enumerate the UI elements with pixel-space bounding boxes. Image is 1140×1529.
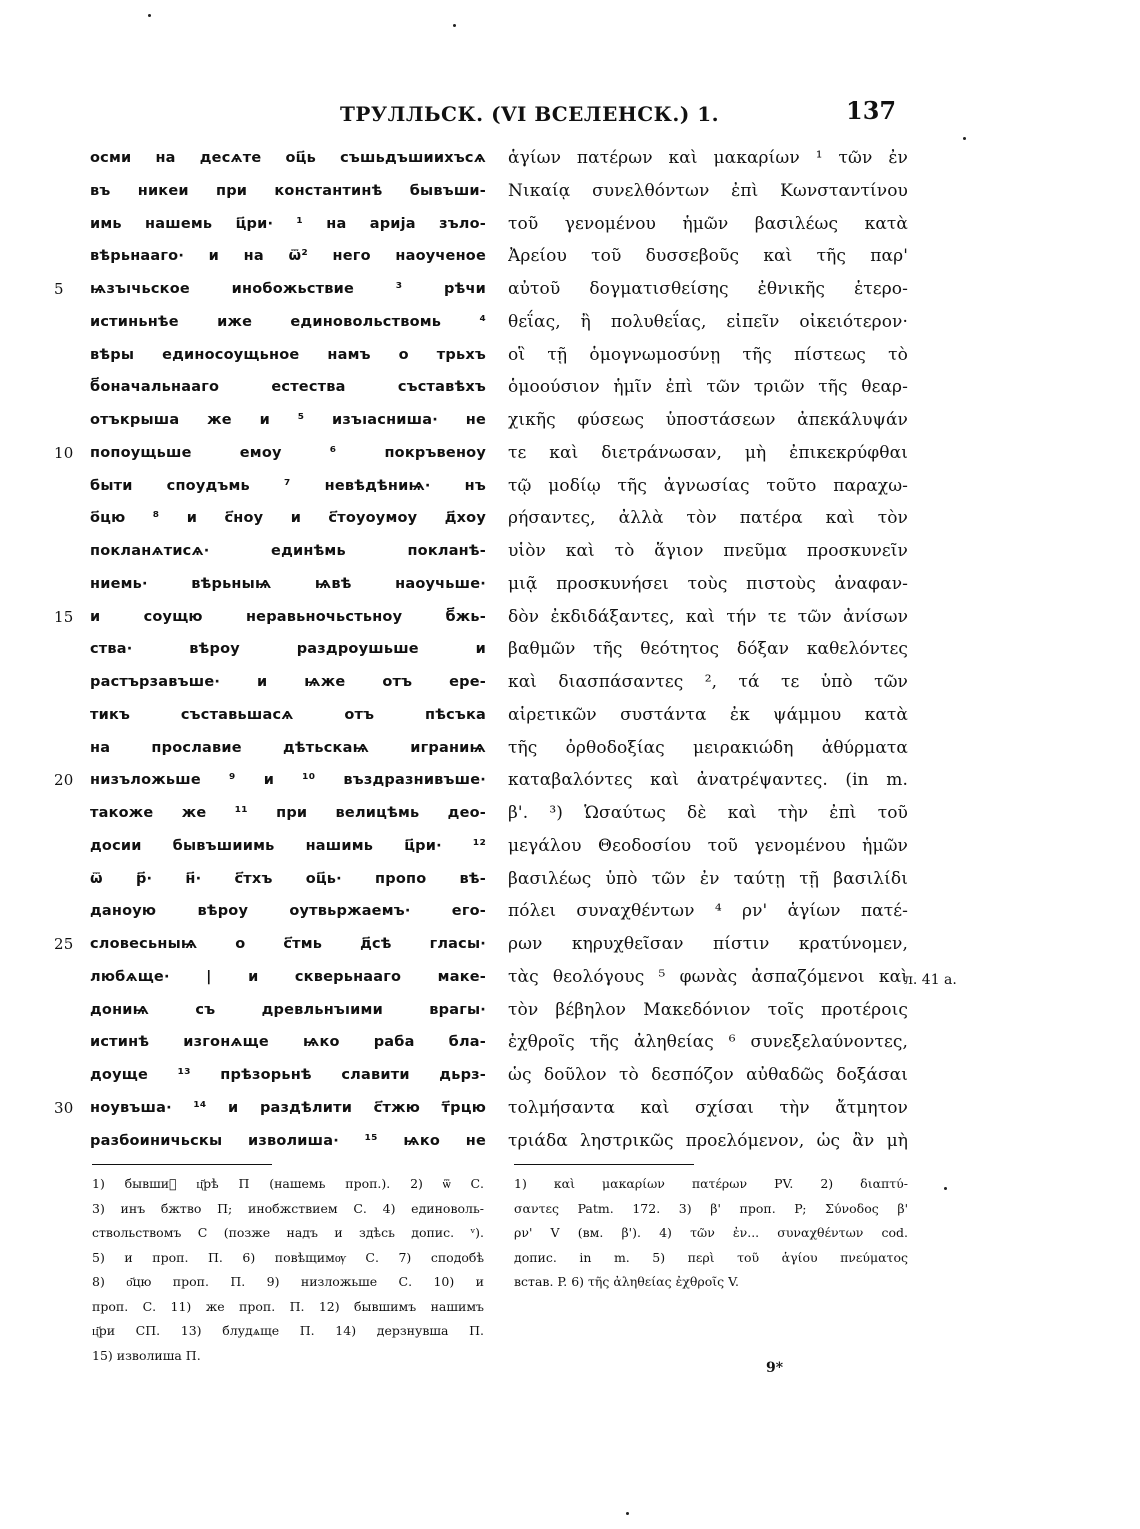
slavonic-line (54, 568, 486, 601)
greek-line-text: βαθμῶν τῆς θεότητος δόξαν καθελόντες (508, 639, 908, 660)
slavonic-line-text: словесьныѩ о с҃тмь д҃сѣ гласы· (90, 936, 486, 952)
greek-line-text: πόλει συναχθέντων ⁴ ρν' ἁγίων πατέ- (508, 901, 908, 922)
line-number: 20 (54, 771, 74, 790)
greek-line (508, 273, 908, 306)
line-number: 15 (54, 607, 74, 626)
greek-text-column (508, 142, 908, 1157)
footnote-line: 5) и проп. П. 6) повѣщимѹ С. 7) сподобѣ (92, 1249, 484, 1265)
slavonic-line (54, 633, 486, 666)
greek-line (508, 601, 908, 634)
slavonic-line (54, 502, 486, 535)
slavonic-line-text: разбоиничьскы изволиша· ¹⁵ ѩко не (90, 1132, 486, 1149)
slavonic-line (54, 470, 486, 503)
greek-line (508, 764, 908, 797)
slavonic-line-text: дониѩ съ древльнъıими врагы· (90, 1001, 486, 1018)
greek-line (508, 535, 908, 568)
slavonic-line (54, 699, 486, 732)
footnote-line: ствольствомъ С (позже надъ и здѣсь допис. ᵛ). (92, 1225, 484, 1240)
slavonic-text-column (54, 142, 486, 1157)
slavonic-line (54, 306, 486, 339)
greek-line-text: καταβαλόντες καὶ ἀνατρέψαντες. (in m. (508, 770, 908, 791)
greek-line (508, 502, 908, 535)
greek-line-text: μεγάλου Θεοδοσίου τοῦ γενομένου ἡμῶν (508, 835, 908, 856)
slavonic-line (54, 895, 486, 928)
greek-line-text: τοῦ γενομένου ἡμῶν βασιλέως κατὰ (508, 213, 908, 234)
greek-line-text: τὸν βέβηλον Μακεδόνιον τοῖς προτέροις (508, 999, 908, 1020)
greek-line-text: καὶ διασπάσαντες ², τά τε ὑπὸ τῶν (508, 672, 908, 692)
slavonic-line-text: осми на десѧте оц҃ь съшьдъшиихъсѧ (90, 150, 486, 166)
greek-line-text: ἁγίων πατέρων καὶ μακαρίων ¹ τῶν ἐν (508, 148, 908, 168)
slavonic-line (54, 994, 486, 1027)
greek-line (508, 371, 908, 404)
slavonic-line (54, 1125, 486, 1158)
greek-line (508, 306, 908, 339)
slavonic-line (54, 175, 486, 208)
slavonic-line-text: въ никеи при константинѣ бывъши- (90, 182, 486, 199)
slavonic-line (54, 830, 486, 863)
print-speck (626, 1512, 629, 1515)
margin-folio-note: л. 41 а. (904, 972, 957, 988)
greek-line (508, 1092, 908, 1125)
greek-line (508, 732, 908, 765)
slavonic-line-text: низъложьше ⁹ и ¹⁰ въздразнивъше· (90, 772, 486, 789)
greek-line-text: χικῆς φύσεως ὑποστάσεων ἀπεκάλυψάν (508, 410, 908, 430)
slavonic-line (54, 1059, 486, 1092)
slavonic-line-text: любѧще· | и скверьнааго маке- (90, 968, 486, 985)
greek-line-text: τῆς ὀρθοδοξίας μειρακιώδη ἀθύρματα (508, 737, 908, 758)
slavonic-line-text: тикъ съставьшасѧ отъ пѣсъка (90, 706, 486, 723)
greek-line-text: αὐτοῦ δογματισθείσης ἐθνικῆς ἑτερο- (508, 279, 908, 299)
slavonic-line (54, 732, 486, 765)
slavonic-line-text: попоущьше емоу ⁶ покръвеноу (90, 444, 486, 461)
slavonic-line (54, 764, 486, 797)
greek-line-text: ρων κηρυχθεῖσαν πίστιν κρατύνομεν, (508, 934, 908, 954)
page-number: 137 (846, 96, 897, 125)
signature-mark: 9* (766, 1360, 784, 1376)
greek-line (508, 830, 908, 863)
slavonic-line (54, 339, 486, 372)
greek-line-text: οἳ τῇ ὁμογνωμοσύνῃ τῆς πίστεως τὸ (508, 344, 908, 365)
footnote-line: ρν' V (вм. β'). 4) τῶν ἐν... συναχθέντων cod. (514, 1225, 908, 1240)
greek-line (508, 240, 908, 273)
footnote-line: 15) изволиша П. (92, 1347, 201, 1363)
footnote-line: допис. in m. 5) περὶ τοῦ ἁγίου πνεύματος (514, 1249, 908, 1265)
slavonic-line (54, 273, 486, 306)
slavonic-line (54, 1026, 486, 1059)
slavonic-line (54, 437, 486, 470)
slavonic-line (54, 961, 486, 994)
line-number: 30 (54, 1098, 74, 1117)
greek-line-text: τῷ μοδίῳ τῆς ἀγνωσίας τοῦτο παραχω- (508, 475, 908, 496)
footnote-line: 1) καὶ μακαρίων πατέρων PV. 2) διαπτύ- (514, 1176, 908, 1191)
greek-line-text: τριάδα ληστρικῶς προελόμενον, ὡς ἂν μὴ (508, 1130, 908, 1151)
line-number: 10 (54, 443, 74, 462)
slavonic-line (54, 535, 486, 568)
print-speck (963, 137, 966, 140)
slavonic-line-text: отъкрыша же и ⁵ изъıасниша· не (90, 412, 486, 428)
slavonic-line (54, 601, 486, 634)
greek-line-text: αἱρετικῶν συστάντα ἐκ ψάμμου κατὰ (508, 704, 908, 725)
greek-line (508, 339, 908, 372)
slavonic-line-text: имь нашемь ц҃ри· ¹ на арија зъло- (90, 215, 486, 232)
slavonic-line-text: вѣрьнааго· и на ѿ² него наоученое (90, 248, 486, 265)
slavonic-line (54, 863, 486, 896)
greek-line-text: βασιλέως ὑπὸ τῶν ἐν ταύτῃ τῇ βασιλίδι (508, 868, 908, 889)
slavonic-line (54, 142, 486, 175)
greek-line (508, 895, 908, 928)
greek-line (508, 1125, 908, 1158)
footnote-line: встав. P. 6) τῆς ἀληθείας ἐχθροῖς V. (514, 1274, 739, 1289)
footnote-line: проп. С. 11) же проп. П. 12) бывшимъ нашимъ (92, 1298, 484, 1314)
slavonic-line-text: вѣры единосоущьное намъ о трьхъ (90, 346, 486, 363)
slavonic-line (54, 1092, 486, 1125)
footnote-line: 1) бывшиꙵ ц҃рѣ П (нашемь проп.). 2) ѿ С. (92, 1176, 484, 1191)
line-number: 5 (54, 280, 64, 298)
print-speck (453, 24, 456, 27)
footnote-rule-left (92, 1164, 272, 1165)
greek-line (508, 437, 908, 470)
greek-line-text: τε καὶ διετράνωσαν, μὴ ἐπικεκρύφθαι (508, 442, 908, 463)
greek-line-text: θεΐας, ἢ πολυθεΐας, εἰπεῖν οἰκειότερον· (508, 311, 908, 332)
greek-line (508, 175, 908, 208)
slavonic-line (54, 928, 486, 961)
running-title: ТРУЛЛЬСК. (VI ВСЕЛЕНСК.) 1. (340, 102, 720, 126)
greek-line (508, 208, 908, 241)
footnotes-greek (514, 1172, 908, 1295)
footnote-line: 3) инъ бжтво П; инобжствием С. 4) единоволь- (92, 1200, 484, 1216)
greek-line-text: Ἀρείου τοῦ δυσσεβοῦς καὶ τῆς παρ' (508, 246, 908, 267)
slavonic-line-text: даноую вѣроу оутвьржаемъ· его- (90, 903, 486, 920)
line-number: 25 (54, 935, 74, 953)
print-speck (148, 14, 151, 17)
slavonic-line-text: о҃цю ⁸ и с҃ноу и с҃тоуоумоу д҃хоу (90, 510, 486, 527)
greek-line-text: δὸν ἐκδιδάξαντες, καὶ τήν τε τῶν ἀνίσων (508, 606, 908, 627)
slavonic-line-text: досии бывъшиимь нашимь ц҃ри· ¹² (90, 837, 486, 854)
footnote-rule-right (514, 1164, 694, 1165)
greek-line (508, 633, 908, 666)
slavonic-line-text: ноувъша· ¹⁴ и раздѣлити с҃тжю т҃рцю (90, 1099, 486, 1116)
greek-line-text: τολμήσαντα καὶ σχίσαι τὴν ἄτμητον (508, 1097, 908, 1118)
slavonic-line-text: и соущю неравьночьстьноу б҃жь- (90, 608, 486, 625)
slavonic-line-text: истинѣ изгонѧще ѩко раба бла- (90, 1034, 486, 1051)
slavonic-line (54, 371, 486, 404)
greek-line-text: ὁμοούσιον ἡμῖν ἐπὶ τῶν τριῶν τῆς θεαρ- (508, 377, 908, 398)
greek-line-text: ἐχθροῖς τῆς ἀληθείας ⁶ συνεξελαύνοντες, (508, 1032, 908, 1053)
greek-line (508, 404, 908, 437)
slavonic-line (54, 797, 486, 830)
greek-line (508, 961, 908, 994)
slavonic-line-text: покланѧтисѧ· единѣмь покланѣ- (90, 543, 486, 559)
slavonic-line-text: на прославие дѣтьскаѩ играниѩ (90, 739, 486, 756)
greek-line (508, 142, 908, 175)
slavonic-line (54, 240, 486, 273)
slavonic-line (54, 666, 486, 699)
greek-line (508, 1059, 908, 1092)
greek-line-text: Νικαίᾳ συνελθόντων ἐπὶ Κωνσταντίνου (508, 180, 908, 201)
greek-line-text: ὡς δοῦλον τὸ δεσπόζον αὐθαδῶς δοξάσαι (508, 1065, 908, 1085)
slavonic-line-text: доуще ¹³ прѣзорьнѣ славити дьрз- (90, 1067, 486, 1083)
greek-line (508, 470, 908, 503)
greek-line (508, 699, 908, 732)
footnote-line: σαντες Patm. 172. 3) β' проп. P; Σύνοδος β' (514, 1200, 908, 1216)
footnote-line: 8) о҃цю проп. П. 9) низложьше С. 10) и (92, 1274, 484, 1289)
greek-line (508, 666, 908, 699)
slavonic-line-text: ства· вѣроу раздроушьше и (90, 641, 486, 658)
greek-line-text: μιᾷ προσκυνήσει τοὺς πιστοὺς ἀναφαν- (508, 573, 908, 594)
greek-line (508, 994, 908, 1027)
slavonic-line-text: истиньнѣе иже единовольствомь ⁴ (90, 313, 486, 330)
greek-line-text: τὰς θεολόγους ⁵ φωνὰς ἀσπαζόμενοι καὶ (508, 966, 908, 987)
footnote-line: ц҃ри СП. 13) блудѧще П. 14) дерзнувша П. (92, 1323, 484, 1338)
footnotes-slavonic (92, 1172, 484, 1368)
slavonic-line-text: такоже же ¹¹ при велицѣмь део- (90, 805, 486, 821)
greek-line (508, 1026, 908, 1059)
slavonic-line (54, 208, 486, 241)
slavonic-line-text: ниемь· вѣрьныѩ ѩвѣ наоучьше· (90, 575, 486, 592)
greek-line-text: ρήσαντες, ἀλλὰ τὸν πατέρα καὶ τὸν (508, 508, 908, 529)
greek-line (508, 863, 908, 896)
greek-line-text: υἱὸν καὶ τὸ ἅγιον πνεῦμα προσκυνεῖν (508, 541, 908, 561)
slavonic-line-text: б҃оначальнааго естества съставѣхъ (90, 379, 486, 396)
slavonic-line-text: ѿ р҃· н҃· с҃тхъ оц҃ь· пропо вѣ- (90, 870, 486, 887)
greek-line (508, 928, 908, 961)
print-speck (944, 1187, 947, 1190)
greek-line (508, 797, 908, 830)
slavonic-line-text: ѩзъıчьское инобожьствие ³ рѣчи (90, 281, 486, 297)
slavonic-line-text: быти споудъмь ⁷ невѣдѣниѩ· нъ (90, 477, 486, 494)
slavonic-line (54, 404, 486, 437)
greek-line-text: β'. ³) Ὡσαύτως δὲ καὶ τὴν ἐπὶ τοῦ (508, 803, 908, 823)
slavonic-line-text: растързавъше· и ѩже отъ ере- (90, 674, 486, 690)
page-header (0, 92, 1140, 132)
greek-line (508, 568, 908, 601)
